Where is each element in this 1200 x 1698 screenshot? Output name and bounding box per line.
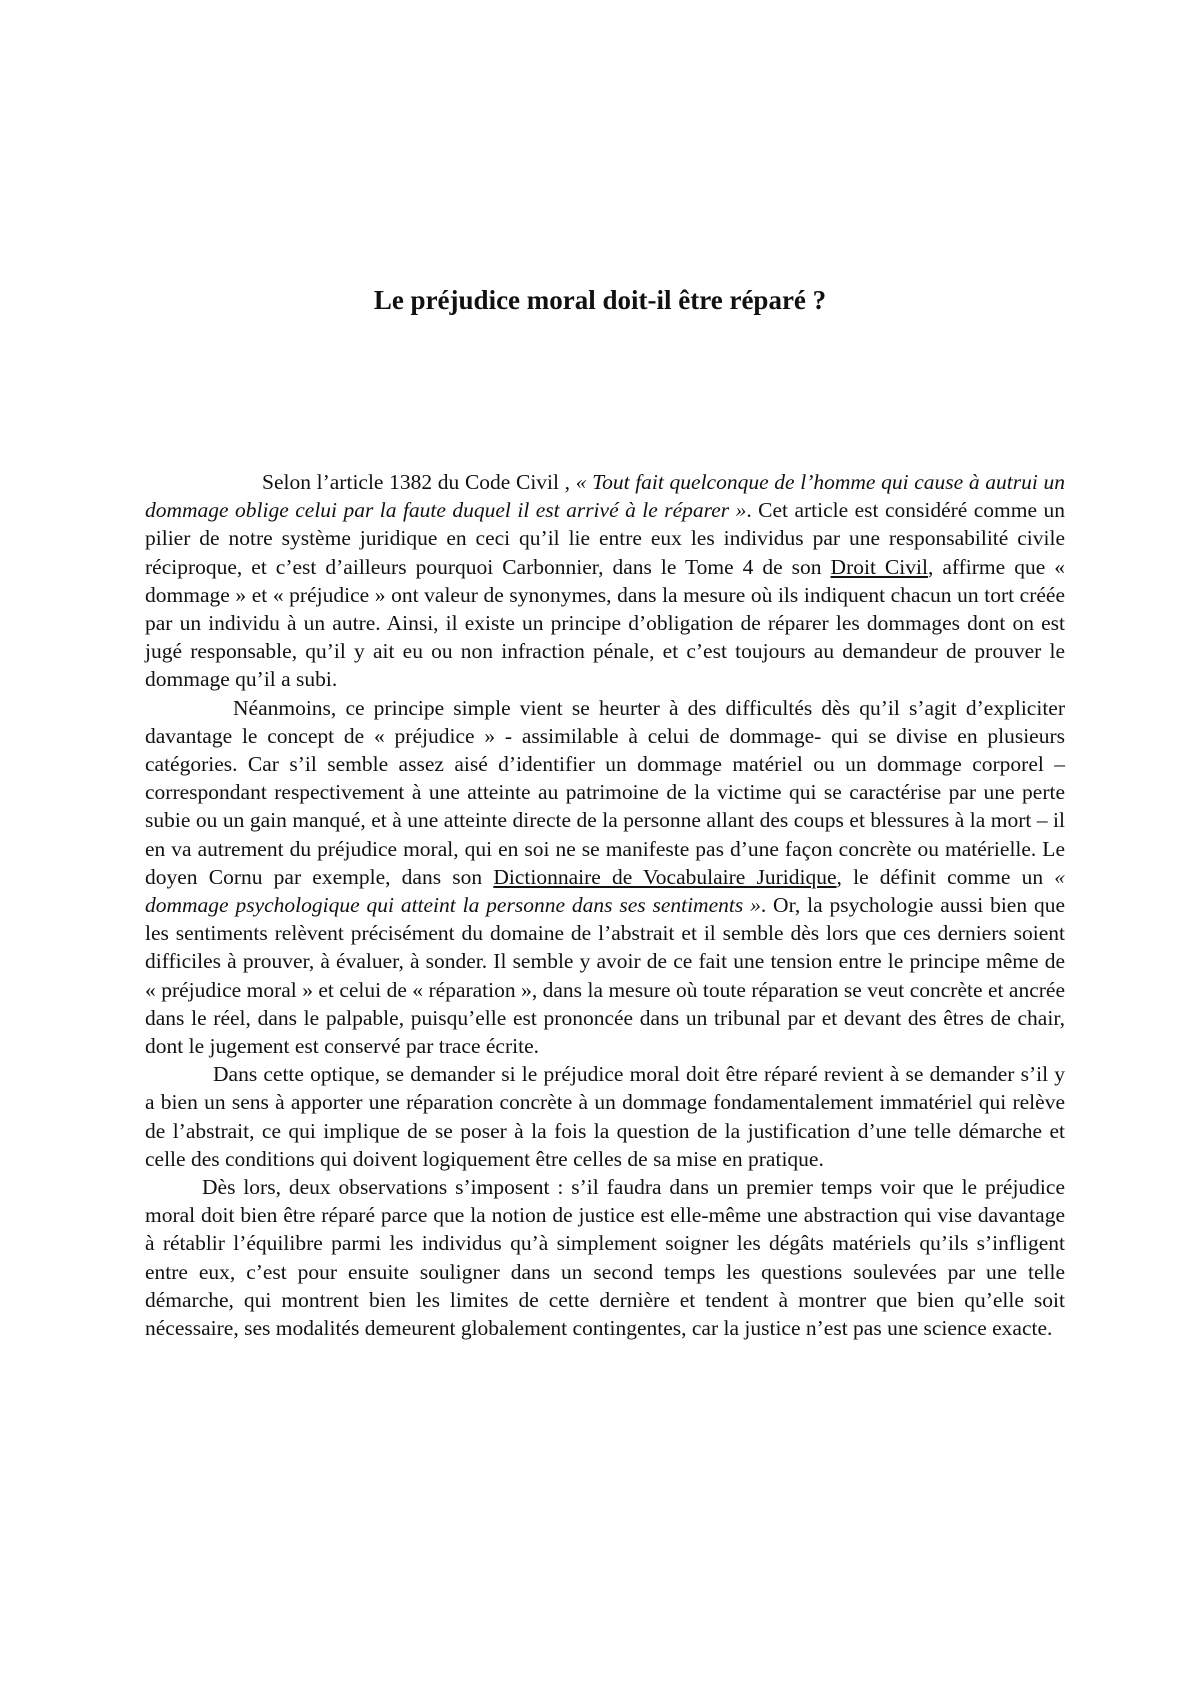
book-title-droit-civil: Droit Civil <box>830 554 928 579</box>
paragraph-1-text-b: . Cet article est considéré comme un pilier de notre système juridique en ceci qu’il lie entre eux les individus par une responsabilité civile réciproque, et c’est d’ailleurs pourquoi Carbonnier, dans le Tome 4 de son <box>145 498 1066 579</box>
book-title-dictionnaire: Dictionnaire de Vocabulaire Juridique <box>493 864 837 889</box>
paragraph-1 <box>145 468 1065 694</box>
cornu-definition-quote: « dommage psychologique qui atteint la personne dans ses sentiments » <box>145 864 1066 918</box>
page-title: Le préjudice moral doit-il être réparé ? <box>373 285 827 315</box>
article-1382-quote: « Tout fait quelconque de l’homme qui cause à autrui un dommage oblige celui par la faute duquel il est arrivé à le réparer » <box>145 470 1065 523</box>
paragraph-2-text-c: . Or, la psychologie aussi bien que les sentiments relèvent précisément du domaine de l’abstrait et il semble dès lors que ces derniers soient difficiles à prouver, à évaluer, à sonder. Il semble y avoir de ce fait une tension entre le principe même de « préjudice moral » et celui de « réparation », dans la mesure où toute réparation se veut concrète et ancrée dans le réel, dans le palpable, puisqu’elle est prononcée dans un tribunal par et devant des êtres de chair, dont le jugement est conservé par trace écrite. <box>145 893 1065 1059</box>
paragraph-4: Dès lors, deux observations s’imposent : s’il faudra dans un premier temps voir que le préjudice moral doit bien être réparé parce que la notion de justice est elle-même une abstraction qui vise davantage à rétablir l’équilibre parmi les individus qu’à simplement soigner les dégâts matériels qu’ils s’infligent entre eux, c’est pour ensuite souligner dans un second temps les questions soulevées par une telle démarche, qui montrent bien les limites de cette dernière et tendent à montrer que bien qu’elle soit nécessaire, ses modalités demeurent globalement contingentes, car la justice n’est pas une science exacte. <box>145 1175 1065 1341</box>
paragraph-1-text-c: , affirme que « dommage » et « préjudice » ont valeur de synonymes, dans la mesure où ils indiquent chacun un tort créée par un individu à un autre. Ainsi, il existe un principe d’obligation de réparer les dommages dont on est jugé responsable, qu’il y ait eu ou non infraction pénale, et c’est toujours au demandeur de prouver le dommage qu’il a subi. <box>145 554 1065 692</box>
paragraph-2-text-b: , le définit comme un <box>836 864 1055 889</box>
paragraph-2-text-a: Néanmoins, ce principe simple vient se heurter à des difficultés dès qu’il s’agit d’expliciter davantage le concept de « préjudice » - assimilable à celui de dommage- qui se divise en plusieurs catégories. Car s’il semble assez aisé d’identifier un dommage matériel ou un dommage corporel – correspondant respectivement à une atteinte au patrimoine de la victime qui se caractérise par une perte subie ou un gain manqué, et à une atteinte directe de la personne allant des coups et blessures à la mort – il en va autrement du préjudice moral, qui en soi ne se manifeste pas d’une façon concrète ou matérielle. Le doyen Cornu par exemple, dans son <box>145 695 1065 889</box>
paragraph-3: Dans cette optique, se demander si le préjudice moral doit être réparé revient à se demander s’il y a bien un sens à apporter une réparation concrète à un dommage fondamentalement immatériel qui relève de l’abstrait, ce qui implique de se poser à la fois la question de la justification d’une telle démarche et celle des conditions qui doivent logiquement être celles de sa mise en pratique. <box>145 1062 1065 1171</box>
paragraph-1-text-a: Selon l’article 1382 du Code Civil , <box>262 470 576 494</box>
paragraph-2 <box>145 694 1065 1061</box>
document-body <box>145 468 1065 1342</box>
